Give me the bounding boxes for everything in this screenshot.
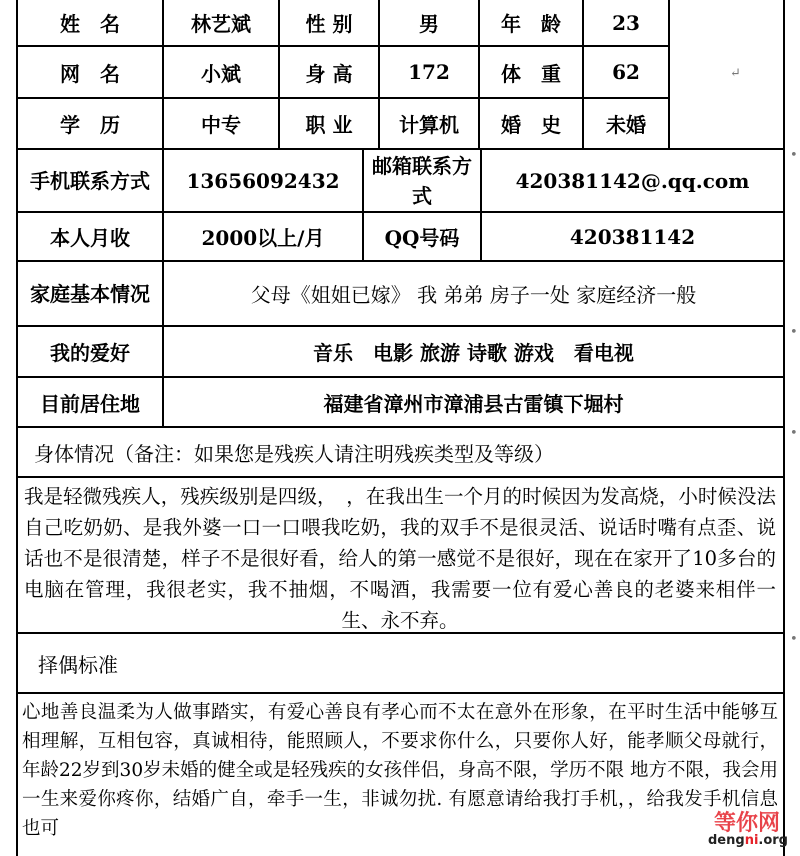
email-label: 邮箱联系方式	[372, 153, 472, 208]
watermark-logo: 等你网	[714, 811, 781, 836]
rule	[668, 0, 670, 148]
email-value: 420381142@.qq.com	[515, 168, 750, 193]
health-heading: 身体情况（备注：如果您是残疾人请注明残疾类型及等级）	[34, 441, 554, 466]
education-label: 学 历	[60, 113, 120, 137]
family-label: 家庭基本情况	[30, 281, 150, 306]
age-label: 年 龄	[501, 12, 561, 36]
partner-text: 心地善良温柔为人做事踏实，有爱心善良有孝心而不太在意外在形象，在平时生活中能够互相理解，互相包容，真诚相待，能照顾人，不要求你什么，只要你人好，能孝顺父母就行，年龄22岁到30岁未婚的健全或是轻残疾的女孩伴侣，身高不限，学历不限 地方不限，我会用一生来爱你疼你，结婚广自，牵手一生，非诚勿扰. 有愿意请给我打手机，，给我发手机信息也可	[22, 702, 778, 839]
age-value: 23	[612, 10, 640, 35]
income-label: 本人月收	[50, 226, 130, 250]
marriage-value: 未婚	[606, 113, 646, 137]
name-value: 林艺斌	[191, 12, 251, 36]
height-label: 身 高	[305, 61, 353, 86]
photo-cell-mark: ↵	[730, 66, 741, 81]
watermark-url: dengni.org	[708, 833, 788, 848]
education-value: 中专	[201, 113, 241, 137]
residence-value: 福建省漳州市漳浦县古雷镇下堀村	[323, 391, 624, 416]
rule	[16, 692, 784, 694]
bullet-mark: •	[790, 148, 798, 163]
rule	[16, 476, 784, 478]
family-value: 父母《姐姐已嫁》 我 弟弟 房子一处 家庭经济一般	[250, 283, 697, 307]
gender-value: 男	[419, 12, 439, 36]
phone-value: 13656092432	[186, 168, 340, 193]
bullet-mark: •	[790, 632, 798, 647]
name-label: 姓 名	[60, 12, 120, 36]
nickname-value: 小斌	[201, 61, 241, 86]
job-label: 职 业	[305, 113, 353, 137]
marriage-label: 婚 史	[501, 113, 561, 137]
hobby-value: 音乐 电影 旅游 诗歌 游戏 看电视	[313, 341, 634, 365]
qq-value: 420381142	[569, 224, 696, 249]
height-value: 172	[408, 60, 450, 84]
gender-label: 性 别	[305, 12, 353, 36]
residence-label: 目前居住地	[40, 391, 140, 416]
nickname-label: 网 名	[60, 61, 120, 86]
health-text: 我是轻微残疾人，残疾级别是四级， ，在我出生一个月的时候因为发高烧，小时候没法自己吃奶奶、是我外婆一口一口喂我吃奶，我的双手不是很灵活、说话时嘴有点歪、说话也不是很清楚，样子不是很好看，给人的第一感觉不是很好，现在在家开了10多台的电脑在管理，我很老实，我不抽烟，不喝酒，我需要一位有爱心善良的老婆来相伴一生、永不弃。	[24, 485, 776, 631]
rule	[783, 0, 785, 856]
phone-label: 手机联系方式	[30, 168, 150, 193]
weight-value: 62	[612, 60, 640, 84]
partner-heading: 择偶标准	[38, 652, 118, 677]
hobby-label: 我的爱好	[50, 341, 130, 365]
income-value: 2000以上/月	[201, 226, 325, 250]
qq-label: QQ号码	[384, 226, 460, 250]
weight-label: 体 重	[501, 61, 561, 86]
bullet-mark: •	[790, 426, 798, 441]
job-value: 计算机	[399, 113, 459, 137]
bullet-mark: •	[790, 325, 798, 340]
